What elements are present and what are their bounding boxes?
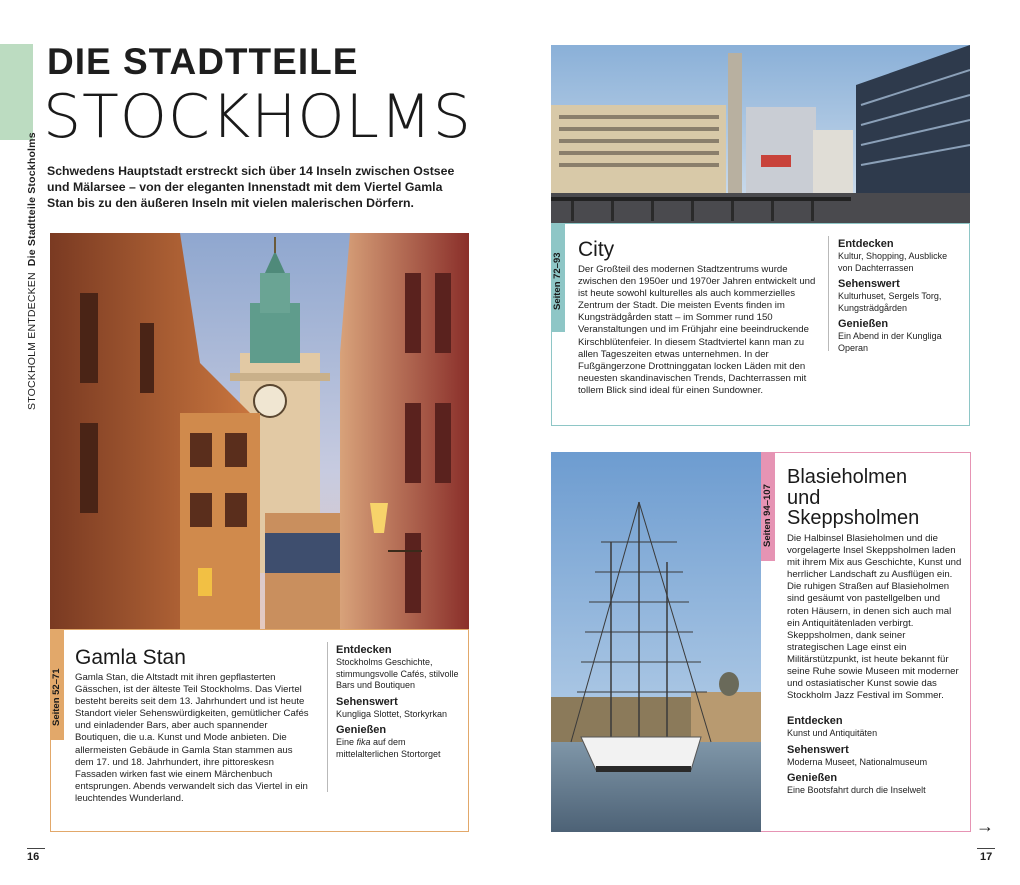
gamla-stan-title: Gamla Stan: [75, 646, 186, 669]
gamla-stan-page-tab: Seiten 52–71: [50, 630, 64, 740]
gamla-stan-card: [50, 629, 469, 832]
sehenswert-text: Kungliga Slottet, Storkyrkan: [336, 708, 448, 719]
city-facts: [838, 238, 963, 354]
next-page-arrow-icon[interactable]: →: [976, 816, 994, 836]
entdecken-text: Kunst und Antiquitäten: [787, 728, 878, 738]
skeppsholmen-text: Die Halbinsel Blasieholmen und die vorgelagerte Insel Skeppsholmen laden mit ihrem Mix aus Geschichte, Kunst und herrlicher Landschaft zu Ausflügen ein. Die ruhigen Straßen auf Blasieholmen sind gesäumt von pastellgelben und roten Häusern, in denen sich auch mal ein Antiquitätenladen verbirgt. Skeppsholmen, dank seiner strategischen Lage einst ein Militärstützpunkt, ist heute bekannt für seine Ruhe sowie Museen mit moderner und ostasiatischer Kunst sowie das Stockholm Jazz Festival im Sommer.: [787, 533, 962, 702]
running-head-section: STOCKHOLM ENTDECKEN: [26, 272, 38, 410]
sehenswert-text: Moderna Museet, Nationalmuseum: [787, 756, 928, 767]
gamla-stan-text: Gamla Stan, die Altstadt mit ihren gepflasterten Gässchen, ist der älteste Teil Stockholms. Das Viertel besteht bereits seit dem 13. Jahrhundert und ist heute Standort vieler Sehenswürdigkeiten, gemütlicher Cafés und einladender Bars, aber auch spannender Boutiquen, die u.a. Kunst und Mode anbieten. Die allermeisten Gebäude in Gamla Stan stammen aus dem 17. und 18. Jahrhundert, ihre pittoreskesn Fassaden wirken fast wie einem Märchenbuch entsprungen. Abends verwandelt sich das Viertel in ein leuchtendes Wunderland.: [75, 672, 309, 804]
intro-paragraph: Schwedens Hauptstadt erstreckt sich über 14 Inseln zwischen Ostsee und Mälarsee – von der eleganten Innenstadt mit dem Viertel Gamla Stan bis zu den äußeren Inseln mit vielen malerischen Dörfern.: [47, 164, 455, 210]
page-title-line-1: DIE STADTTEILE: [47, 41, 359, 82]
page-number-rule-left: [27, 848, 45, 849]
entdecken-label: Entdecken: [838, 238, 894, 250]
skeppsholmen-title: Blasieholmen und Skeppsholmen: [787, 466, 920, 529]
entdecken-text: Kultur, Shopping, Ausblicke von Dachterrassen: [838, 251, 948, 273]
city-text: Der Großteil des modernen Stadtzentrums wurde zwischen den 1950er und 1970er Jahren entwickelt und ist heute sowohl kulturelles als auch kommerzielles Zentrum der Stadt. Die meisten Events finden im Kungsträdgården statt – im Sommer rund 150 Veranstaltungen und im Frühjahr eine beeindruckende Kirschblütenfeier. In diesem Stadtviertel kann man zu allen Tageszeiten etwas unternehmen. In der Fußgängerzone Drottninggatan locken Läden mit den neuesten skandinavischen Trends, Dachterrassen mit tollem Blick sind ideal für einen Sundowner.: [578, 264, 816, 396]
gamla-stan-facts: [336, 644, 461, 760]
skeppsholmen-photo: [551, 452, 761, 832]
geniessen-label: Genießen: [787, 772, 838, 784]
entdecken-label: Entdecken: [336, 644, 392, 656]
page-number-right: 17: [980, 851, 993, 863]
city-title: City: [578, 238, 615, 261]
skeppsholmen-card: [761, 452, 971, 832]
city-card: [551, 223, 970, 426]
sehenswert-label: Sehenswert: [336, 695, 398, 708]
city-photo: [551, 45, 970, 223]
skeppsholmen-page-tab: Seiten 94–107: [761, 453, 775, 561]
geniessen-text: Eine Bootsfahrt durch die Inselwelt: [787, 785, 926, 795]
page-number-left: 16: [27, 851, 40, 863]
skeppsholmen-facts: [787, 715, 963, 797]
page-number-rule-right: [977, 848, 995, 849]
geniessen-label: Genießen: [336, 724, 387, 736]
sehenswert-label: Sehenswert: [787, 743, 849, 756]
running-head-chapter: Die Stadtteile Stockholms: [26, 132, 38, 267]
entdecken-text: Stockholms Geschichte, stimmungsvolle Cafés, stilvolle Bars und Boutiquen: [336, 657, 459, 690]
sehenswert-label: Sehenswert: [838, 278, 900, 290]
city-page-tab: Seiten 72–93: [551, 224, 565, 332]
gamla-stan-photo: [50, 233, 469, 630]
side-running-head: [22, 132, 42, 410]
page-title-line-2: STOCKHOLMS: [43, 82, 472, 152]
card-divider: [327, 642, 328, 792]
sehenswert-text: Kulturhuset, Sergels Torg, Kungsträdgården: [838, 291, 942, 313]
geniessen-label: Genießen: [838, 318, 889, 330]
geniessen-text: Eine fika auf dem mittelalterlichen Stortorget: [336, 737, 441, 759]
geniessen-text: Ein Abend in der Kungliga Operan: [838, 331, 942, 353]
section-color-tab: [0, 44, 33, 140]
entdecken-label: Entdecken: [787, 715, 843, 727]
card-divider: [828, 236, 829, 351]
